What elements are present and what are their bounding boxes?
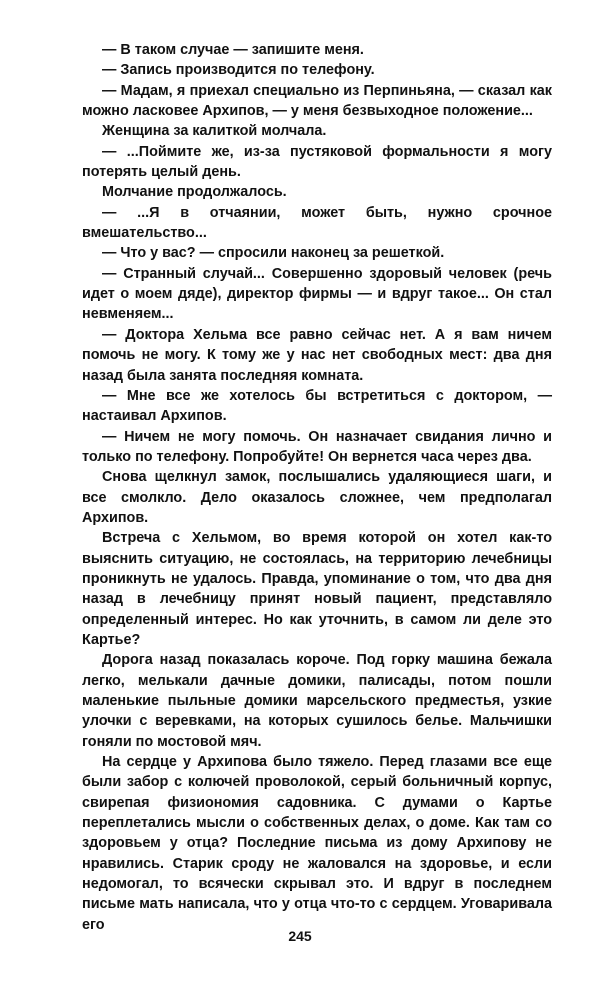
paragraph-4: Женщина за калиткой молчала. — [102, 123, 327, 140]
paragraph-13: Снова щелкнул замок, послышались удаляющиеся шаги, и все смолкло. Дело оказалось сложнее, чем предполагал Архипов. — [82, 469, 552, 526]
paragraph-2: — Запись производится по телефону. — [102, 62, 375, 79]
page-text-block — [82, 40, 552, 935]
paragraph-5: — ...Поймите же, из-за пустяковой формальности я могу потерять целый день. — [82, 143, 552, 181]
paragraph-14: Встреча с Хельмом, во время которой он хотел как-то выяснить ситуацию, не состоялась, на территорию лечебницы проникнуть не удалось. Правда, упоминание о том, что два дня назад в лечебницу принят новый пациент, представляло определенный интерес. Но как уточнить, в самом ли деле это Картье? — [82, 530, 552, 648]
paragraph-6: Молчание продолжалось. — [102, 184, 287, 201]
paragraph-12: — Ничем не могу помочь. Он назначает свидания лично и только по телефону. Попробуйте! Он вернется часа через два. — [82, 428, 552, 465]
paragraph-9: — Странный случай... Совершенно здоровый человек (речь идет о моем дяде), директор фирмы — и вдруг такое... Он стал невменяем... — [82, 265, 552, 323]
paragraph-10: — Доктора Хельма все равно сейчас нет. А я вам ничем помочь не могу. К тому же у нас нет свободных мест: два дня назад была занята последняя комната. — [82, 326, 552, 384]
page-number: 245 — [288, 928, 312, 944]
paragraph-15: Дорога назад показалась короче. Под горку машина бежала легко, мелькали дачные домики, палисады, потом пошли маленькие пыльные домики марсельского предместья, узкие улочки с веревками, на которых сушилось белье. Мальчишки гоняли по мостовой мяч. — [82, 652, 552, 750]
paragraph-16: На сердце у Архипова было тяжело. Перед глазами все еще были забор с колючей проволокой, серый больничный корпус, свирепая физиономия садовника. С думами о Картье переплетались мысли о собственных делах, о доме. Как там со здоровьем у отца? Последние письма из дому Архипову не нравились. Старик сроду не жаловался на здоровье, и если недомогал, то всячески скрывал это. И вдруг в последнем письме мать написала, что у отца что-то с сердцем. Уговаривала его — [82, 754, 552, 933]
paragraph-11: — Мне все же хотелось бы встретиться с доктором, — настаивал Архипов. — [82, 387, 552, 425]
paragraph-1: — В таком случае — запишите меня. — [102, 42, 364, 58]
paragraph-8: — Что у вас? — спросили наконец за решеткой. — [102, 245, 445, 262]
paragraph-3: — Мадам, я приехал специально из Перпиньяна, — сказал как можно ласковее Архипов, — у меня безвыходное положение... — [82, 82, 552, 120]
paragraph-7: — ...Я в отчаянии, может быть, нужно срочное вмешательство... — [82, 204, 552, 242]
